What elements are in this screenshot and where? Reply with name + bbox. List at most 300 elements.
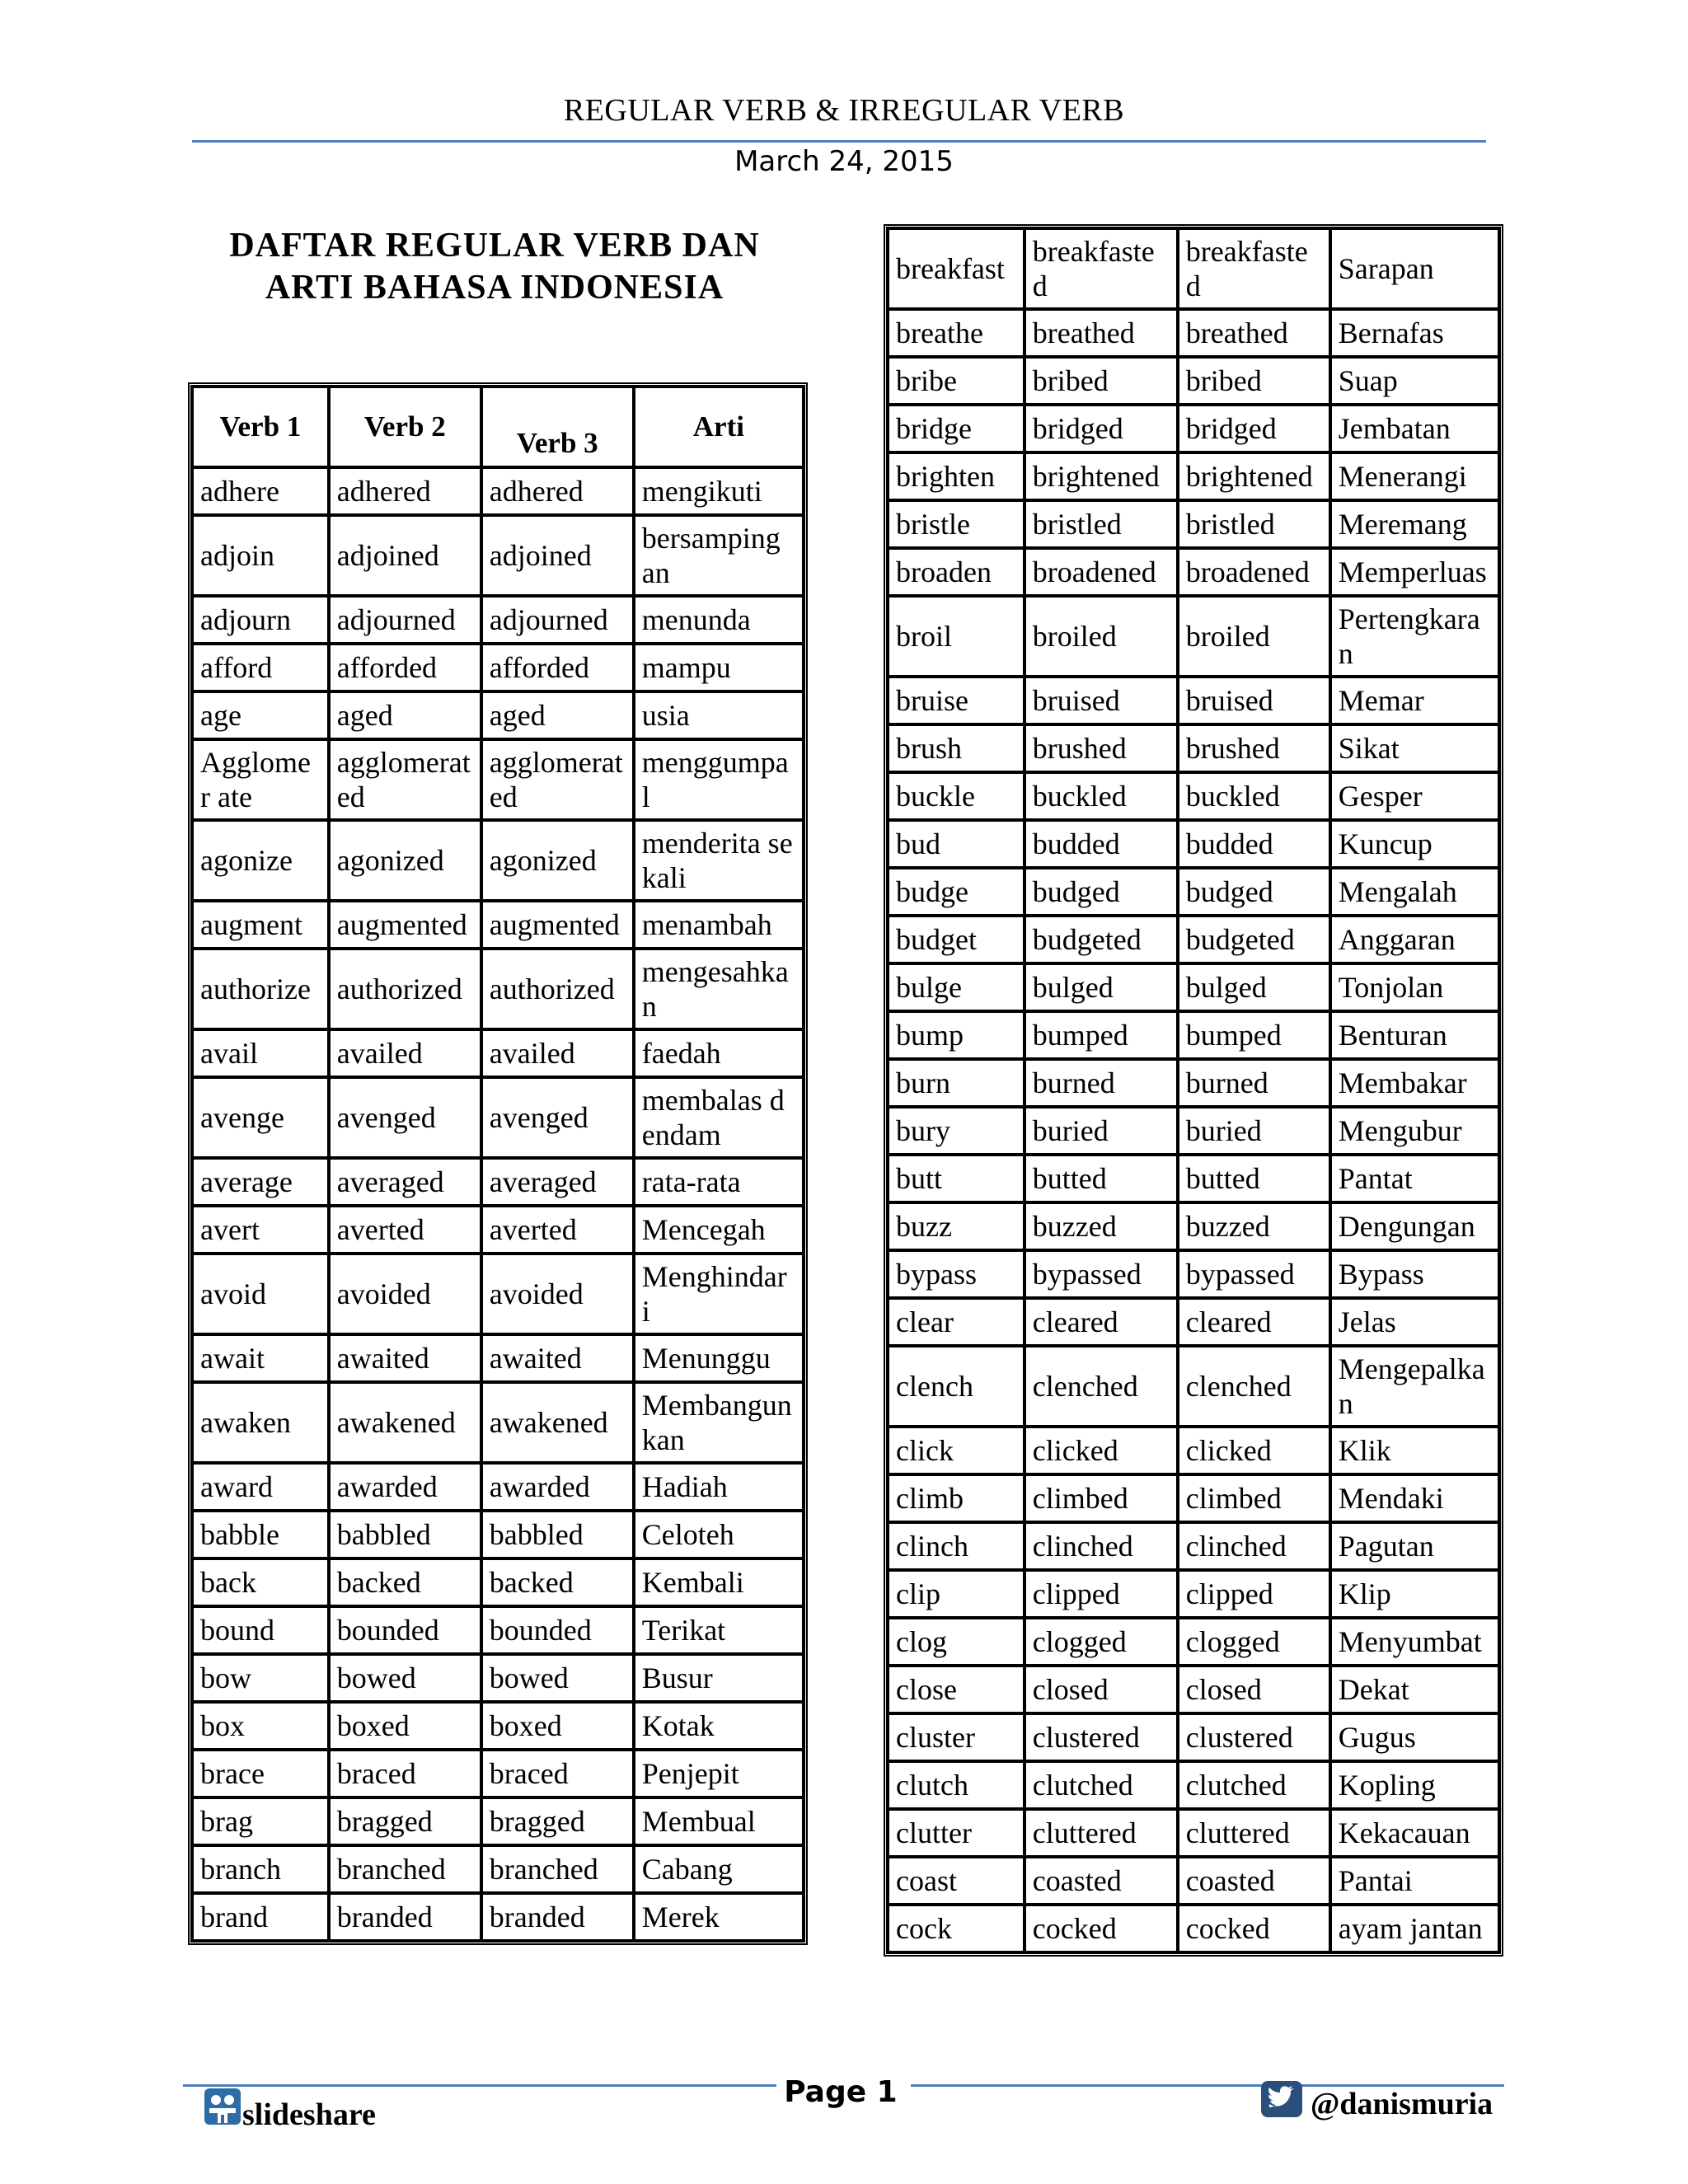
verb-3-cell: aged [481,691,634,739]
verb-2-cell: braced [329,1750,481,1797]
arti-cell: Terikat [634,1606,804,1654]
verb-3-cell: authorized [481,949,634,1029]
verb-1-cell: clip [888,1570,1025,1618]
verb-3-cell: bribed [1178,357,1330,405]
arti-cell: menunda [634,596,804,644]
verb-1-cell: bristle [888,500,1025,548]
verb-2-cell: agglomerat ed [329,739,481,820]
document-title-line-1: DAFTAR REGULAR VERB DAN [229,227,760,265]
verb-3-cell: clutched [1178,1761,1330,1809]
verb-table-right-body [888,228,1499,1952]
verb-2-cell: avenged [329,1077,481,1158]
verb-1-cell: bulge [888,963,1025,1011]
verb-3-cell: adjourned [481,596,634,644]
verb-table-left-body [192,467,804,1941]
arti-cell: mengikuti [634,467,804,515]
twitter-handle: @danismuria [1311,2087,1493,2121]
table-row [888,1761,1499,1809]
verb-2-cell: availed [329,1029,481,1077]
arti-cell: Menerangi [1330,452,1499,500]
verb-1-cell: average [192,1158,329,1206]
arti-cell: Meremang [1330,500,1499,548]
verb-1-cell: awaken [192,1382,329,1463]
verb-2-cell: averaged [329,1158,481,1206]
arti-cell: membalas dendam [634,1077,804,1158]
verb-3-cell: clinched [1178,1522,1330,1570]
verb-3-cell: bulged [1178,963,1330,1011]
verb-2-cell: averted [329,1206,481,1254]
header-title: REGULAR VERB & IRREGULAR VERB [563,93,1125,128]
verb-1-cell: breakfast [888,228,1025,309]
footer-brand-right [1259,2079,1507,2129]
verb-1-cell: avert [192,1206,329,1254]
verb-1-cell: clench [888,1346,1025,1427]
verb-3-cell: branched [481,1845,634,1893]
twitter-bird-icon [1259,2079,1304,2119]
table-row [192,901,804,949]
table-row [192,1254,804,1334]
arti-cell: Merek [634,1893,804,1941]
verb-1-cell: bound [192,1606,329,1654]
verb-2-cell: climbed [1025,1474,1178,1522]
verb-2-cell: bulged [1025,963,1178,1011]
table-row [192,1463,804,1511]
arti-cell: Klip [1330,1570,1499,1618]
verb-2-cell: bridged [1025,405,1178,452]
verb-3-cell: branded [481,1893,634,1941]
verb-2-cell: brushed [1025,724,1178,772]
slideshare-logo-icon [203,2087,242,2128]
header-verb-3: Verb 3 [481,387,634,467]
verb-3-cell: clicked [1178,1427,1330,1474]
verb-1-cell: bow [192,1654,329,1702]
arti-cell: Kopling [1330,1761,1499,1809]
table-row [888,916,1499,963]
verb-2-cell: afforded [329,644,481,691]
verb-2-cell: awarded [329,1463,481,1511]
table-row [888,820,1499,868]
table-row [888,1905,1499,1952]
verb-1-cell: broil [888,596,1025,677]
verb-2-cell: coasted [1025,1857,1178,1905]
table-row [888,1474,1499,1522]
verb-3-cell: adhered [481,467,634,515]
verb-3-cell: bypassed [1178,1250,1330,1298]
table-row [888,677,1499,724]
verb-1-cell: clutch [888,1761,1025,1809]
verb-3-cell: broadened [1178,548,1330,596]
arti-cell: Dengungan [1330,1202,1499,1250]
verb-2-cell: butted [1025,1155,1178,1202]
verb-1-cell: buckle [888,772,1025,820]
table-row [192,1654,804,1702]
verb-1-cell: broaden [888,548,1025,596]
arti-cell: rata-rata [634,1158,804,1206]
header-date: March 24, 2015 [734,145,954,178]
verb-2-cell: backed [329,1558,481,1606]
verb-2-cell: awaited [329,1334,481,1382]
verb-2-cell: aged [329,691,481,739]
table-row [888,1713,1499,1761]
verb-2-cell: adjoined [329,515,481,596]
verb-3-cell: climbed [1178,1474,1330,1522]
verb-1-cell: bump [888,1011,1025,1059]
verb-1-cell: await [192,1334,329,1382]
verb-2-cell: cleared [1025,1298,1178,1346]
verb-1-cell: budget [888,916,1025,963]
table-row [888,772,1499,820]
verb-2-cell: boxed [329,1702,481,1750]
arti-cell: Kotak [634,1702,804,1750]
verb-2-cell: budged [1025,868,1178,916]
arti-cell: usia [634,691,804,739]
verb-3-cell: cleared [1178,1298,1330,1346]
arti-cell: Bernafas [1330,309,1499,357]
verb-3-cell: bowed [481,1654,634,1702]
verb-3-cell: buckled [1178,772,1330,820]
verb-3-cell: bragged [481,1797,634,1845]
verb-1-cell: clutter [888,1809,1025,1857]
table-row [888,1618,1499,1666]
document-title [190,225,799,309]
verb-3-cell: backed [481,1558,634,1606]
table-row [192,949,804,1029]
arti-cell: Bypass [1330,1250,1499,1298]
table-row [192,1893,804,1941]
arti-cell: Jelas [1330,1298,1499,1346]
verb-1-cell: age [192,691,329,739]
verb-1-cell: brush [888,724,1025,772]
verb-1-cell: avail [192,1029,329,1077]
arti-cell: Menunggu [634,1334,804,1382]
table-row [888,1522,1499,1570]
verb-1-cell: clinch [888,1522,1025,1570]
verb-3-cell: budged [1178,868,1330,916]
verb-3-cell: avenged [481,1077,634,1158]
arti-cell: mampu [634,644,804,691]
arti-cell: Menghindar i [634,1254,804,1334]
table-row [192,644,804,691]
verb-2-cell: buzzed [1025,1202,1178,1250]
arti-cell: Anggaran [1330,916,1499,963]
arti-cell: Pertengkara n [1330,596,1499,677]
verb-3-cell: agglomerat ed [481,739,634,820]
verb-3-cell: clogged [1178,1618,1330,1666]
verb-3-cell: afforded [481,644,634,691]
verb-1-cell: bribe [888,357,1025,405]
verb-3-cell: babbled [481,1511,634,1558]
verb-1-cell: brace [192,1750,329,1797]
verb-1-cell: cluster [888,1713,1025,1761]
verb-2-cell: babbled [329,1511,481,1558]
verb-1-cell: coast [888,1857,1025,1905]
verb-2-cell: breakfaste d [1025,228,1178,309]
verb-1-cell: budge [888,868,1025,916]
table-row [192,1382,804,1463]
verb-1-cell: cock [888,1905,1025,1952]
verb-1-cell: adjoin [192,515,329,596]
arti-cell: Memperluas [1330,548,1499,596]
verb-2-cell: breathed [1025,309,1178,357]
arti-cell: Mendaki [1330,1474,1499,1522]
verb-2-cell: bowed [329,1654,481,1702]
verb-2-cell: broadened [1025,548,1178,596]
arti-cell: Benturan [1330,1011,1499,1059]
table-row [888,1155,1499,1202]
verb-1-cell: adjourn [192,596,329,644]
verb-2-cell: bounded [329,1606,481,1654]
arti-cell: Cabang [634,1845,804,1893]
verb-3-cell: breathed [1178,309,1330,357]
verb-1-cell: augment [192,901,329,949]
verb-1-cell: click [888,1427,1025,1474]
verb-1-cell: agonize [192,820,329,901]
verb-2-cell: authorized [329,949,481,1029]
verb-3-cell: augmented [481,901,634,949]
verb-3-cell: agonized [481,820,634,901]
verb-1-cell: authorize [192,949,329,1029]
document-title-line-2: ARTI BAHASA INDONESIA [265,269,724,307]
verb-2-cell: adhered [329,467,481,515]
table-row [192,1334,804,1382]
verb-3-cell: bumped [1178,1011,1330,1059]
verb-3-cell: burned [1178,1059,1330,1107]
verb-3-cell: cluttered [1178,1809,1330,1857]
verb-2-cell: clogged [1025,1618,1178,1666]
table-header-row [192,387,804,467]
arti-cell: Membangun kan [634,1382,804,1463]
verb-1-cell: bridge [888,405,1025,452]
verb-1-cell: brag [192,1797,329,1845]
verb-3-cell: clipped [1178,1570,1330,1618]
verb-1-cell: back [192,1558,329,1606]
verb-3-cell: averted [481,1206,634,1254]
verb-1-cell: butt [888,1155,1025,1202]
table-row [888,1107,1499,1155]
table-row [888,1570,1499,1618]
verb-1-cell: bury [888,1107,1025,1155]
verb-table-right [884,224,1503,1957]
verb-3-cell: awaited [481,1334,634,1382]
table-row [192,515,804,596]
verb-2-cell: clenched [1025,1346,1178,1427]
table-row [192,1702,804,1750]
arti-cell: Mengubur [1330,1107,1499,1155]
verb-3-cell: adjoined [481,515,634,596]
arti-cell: Kembali [634,1558,804,1606]
verb-1-cell: afford [192,644,329,691]
table-row [192,467,804,515]
arti-cell: Pantat [1330,1155,1499,1202]
arti-cell: Menyumbat [1330,1618,1499,1666]
verb-2-cell: bypassed [1025,1250,1178,1298]
arti-cell: mengesahka n [634,949,804,1029]
table-row [192,1606,804,1654]
verb-1-cell: clog [888,1618,1025,1666]
table-row [888,1427,1499,1474]
verb-2-cell: clinched [1025,1522,1178,1570]
table-row [888,452,1499,500]
verb-3-cell: breakfaste d [1178,228,1330,309]
verb-3-cell: bridged [1178,405,1330,452]
table-row [192,1077,804,1158]
verb-1-cell: Agglomer ate [192,739,329,820]
verb-3-cell: budded [1178,820,1330,868]
verb-1-cell: box [192,1702,329,1750]
verb-2-cell: burned [1025,1059,1178,1107]
table-row [192,691,804,739]
verb-1-cell: climb [888,1474,1025,1522]
verb-2-cell: bribed [1025,357,1178,405]
arti-cell: Gugus [1330,1713,1499,1761]
arti-cell: Jembatan [1330,405,1499,452]
table-row [192,820,804,901]
verb-1-cell: adhere [192,467,329,515]
arti-cell: Tonjolan [1330,963,1499,1011]
arti-cell: Busur [634,1654,804,1702]
verb-2-cell: bristled [1025,500,1178,548]
verb-3-cell: avoided [481,1254,634,1334]
arti-cell: Dekat [1330,1666,1499,1713]
verb-3-cell: clenched [1178,1346,1330,1427]
arti-cell: menderita sekali [634,820,804,901]
table-row [888,1250,1499,1298]
verb-3-cell: budgeted [1178,916,1330,963]
arti-cell: Gesper [1330,772,1499,820]
header-verb-1: Verb 1 [192,387,329,467]
verb-2-cell: broiled [1025,596,1178,677]
arti-cell: Sikat [1330,724,1499,772]
verb-2-cell: augmented [329,901,481,949]
table-row [888,1346,1499,1427]
verb-2-cell: bumped [1025,1011,1178,1059]
verb-3-cell: bruised [1178,677,1330,724]
table-row [192,1511,804,1558]
verb-1-cell: babble [192,1511,329,1558]
table-row [888,1298,1499,1346]
arti-cell: Kekacauan [1330,1809,1499,1857]
arti-cell: Membual [634,1797,804,1845]
verb-2-cell: avoided [329,1254,481,1334]
verb-3-cell: clustered [1178,1713,1330,1761]
table-row [888,500,1499,548]
table-row [888,1857,1499,1905]
verb-1-cell: bruise [888,677,1025,724]
arti-cell: menggumpa l [634,739,804,820]
arti-cell: Klik [1330,1427,1499,1474]
verb-3-cell: bounded [481,1606,634,1654]
arti-cell: Sarapan [1330,228,1499,309]
verb-1-cell: brighten [888,452,1025,500]
verb-2-cell: closed [1025,1666,1178,1713]
table-row [192,1750,804,1797]
verb-3-cell: cocked [1178,1905,1330,1952]
verb-1-cell: award [192,1463,329,1511]
table-row [888,1011,1499,1059]
verb-3-cell: butted [1178,1155,1330,1202]
verb-3-cell: boxed [481,1702,634,1750]
verb-1-cell: clear [888,1298,1025,1346]
verb-1-cell: avoid [192,1254,329,1334]
verb-2-cell: cluttered [1025,1809,1178,1857]
table-row [192,1845,804,1893]
verb-1-cell: bypass [888,1250,1025,1298]
slideshare-label: slideshare [242,2097,376,2132]
arti-cell: Mengepalka n [1330,1346,1499,1427]
verb-2-cell: branded [329,1893,481,1941]
verb-2-cell: buckled [1025,772,1178,820]
arti-cell: bersamping an [634,515,804,596]
table-row [888,357,1499,405]
verb-2-cell: budded [1025,820,1178,868]
arti-cell: Pantai [1330,1857,1499,1905]
table-row [888,548,1499,596]
verb-2-cell: agonized [329,820,481,901]
verb-2-cell: clutched [1025,1761,1178,1809]
verb-table-left [188,382,808,1945]
table-row [192,1206,804,1254]
arti-cell: Celoteh [634,1511,804,1558]
table-row [192,1029,804,1077]
arti-cell: Suap [1330,357,1499,405]
arti-cell: Memar [1330,677,1499,724]
verb-2-cell: clustered [1025,1713,1178,1761]
table-row [888,596,1499,677]
verb-3-cell: braced [481,1750,634,1797]
page-number: Page 1 [784,2075,898,2109]
verb-1-cell: breathe [888,309,1025,357]
verb-2-cell: branched [329,1845,481,1893]
verb-1-cell: brand [192,1893,329,1941]
table-row [888,963,1499,1011]
arti-cell: Pagutan [1330,1522,1499,1570]
table-row [888,309,1499,357]
verb-2-cell: cocked [1025,1905,1178,1952]
verb-2-cell: brightened [1025,452,1178,500]
header-arti: Arti [634,387,804,467]
table-row [192,596,804,644]
verb-1-cell: branch [192,1845,329,1893]
verb-3-cell: brushed [1178,724,1330,772]
verb-3-cell: brightened [1178,452,1330,500]
verb-3-cell: buried [1178,1107,1330,1155]
arti-cell: Membakar [1330,1059,1499,1107]
verb-1-cell: bud [888,820,1025,868]
table-row [888,1059,1499,1107]
verb-3-cell: averaged [481,1158,634,1206]
verb-3-cell: buzzed [1178,1202,1330,1250]
verb-2-cell: awakened [329,1382,481,1463]
table-row [888,1809,1499,1857]
table-row [192,1558,804,1606]
header-divider [192,140,1486,143]
table-row [888,1666,1499,1713]
verb-3-cell: broiled [1178,596,1330,677]
table-row [888,1202,1499,1250]
verb-3-cell: bristled [1178,500,1330,548]
arti-cell: ayam jantan [1330,1905,1499,1952]
footer-brand-left [203,2087,499,2136]
table-row [192,1158,804,1206]
arti-cell: Hadiah [634,1463,804,1511]
verb-3-cell: closed [1178,1666,1330,1713]
verb-3-cell: awarded [481,1463,634,1511]
arti-cell: faedah [634,1029,804,1077]
arti-cell: Mencegah [634,1206,804,1254]
verb-2-cell: clicked [1025,1427,1178,1474]
verb-1-cell: burn [888,1059,1025,1107]
verb-2-cell: adjourned [329,596,481,644]
